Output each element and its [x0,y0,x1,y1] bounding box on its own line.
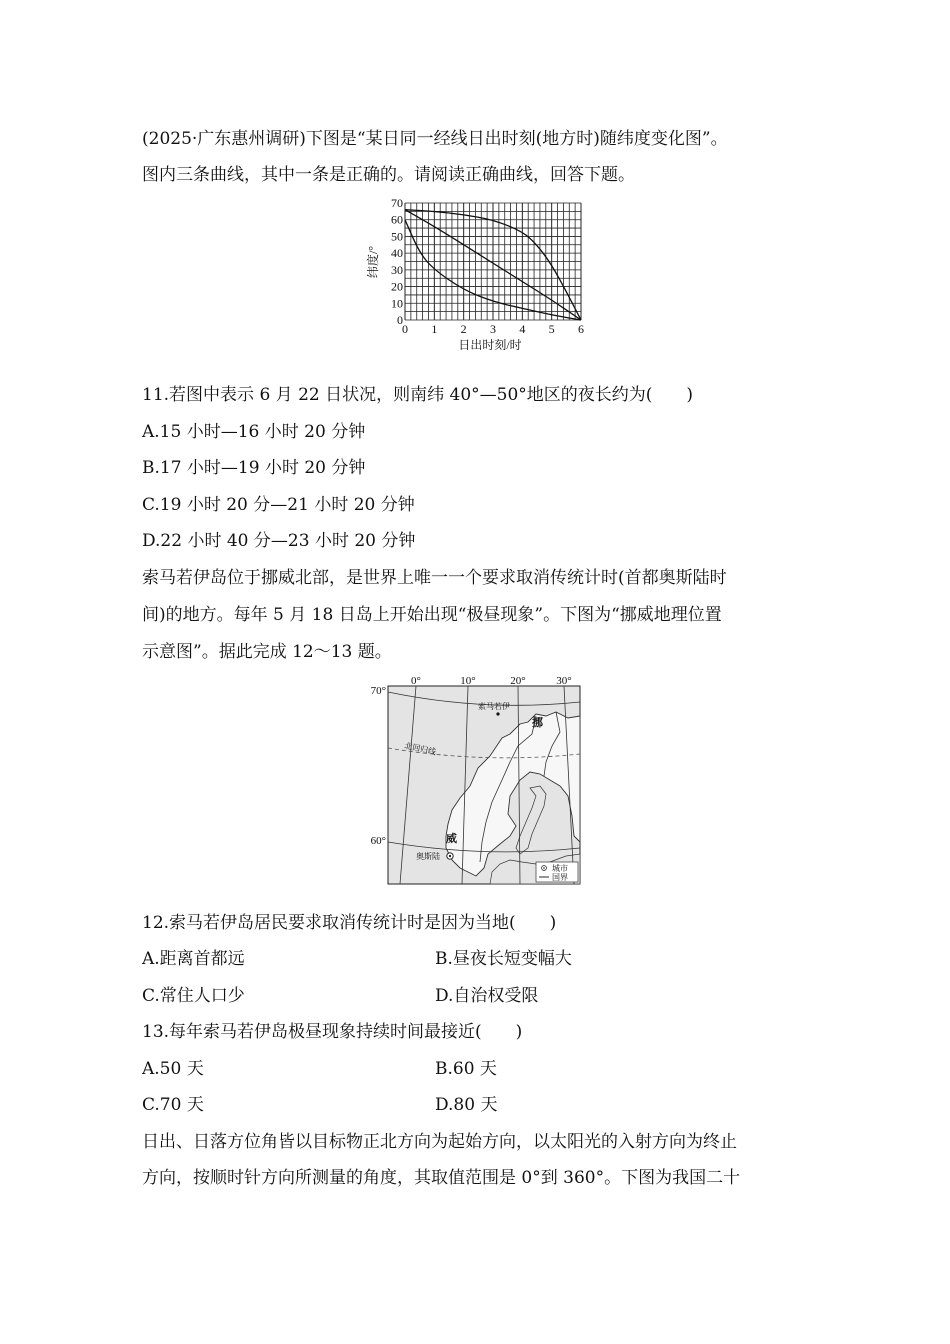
q11-option-b[interactable]: B.17 小时—19 小时 20 分钟 [142,458,366,478]
q12-stem: 12.索马若伊岛居民要求取消传统计时是因为当地( ) [142,913,557,933]
country-char-2: 威 [446,833,457,845]
q12-option-d[interactable]: D.自治权受限 [435,986,539,1006]
lon-label-30: 30° [556,676,572,687]
country-char-1: 挪 [532,717,543,729]
x-tick-label: 1 [431,322,438,336]
q13-stem: 13.每年索马若伊岛极昼现象持续时间最接近( ) [142,1022,523,1042]
q11-option-d[interactable]: D.22 小时 40 分—23 小时 20 分钟 [142,531,416,551]
intro1-line1: (2025·广东惠州调研)下图是“某日同一经线日出时刻(地方时)随纬度变化图”。 [142,129,728,149]
x-tick-label: 0 [402,322,408,336]
x-tick-label: 6 [578,322,584,336]
q11-option-c[interactable]: C.19 小时 20 分—21 小时 20 分钟 [142,495,415,515]
q12-option-c[interactable]: C.常住人口少 [142,986,245,1006]
q12-option-b[interactable]: B.昼夜长短变幅大 [435,949,572,969]
intro2-line1: 索马若伊岛位于挪威北部，是世界上唯一一个要求取消传统计时(首都奥斯陆时 [142,568,727,588]
y-tick-label: 20 [391,279,403,294]
x-axis-label: 日出时刻/时 [458,338,522,352]
island-marker [496,712,499,715]
y-tick-label: 30 [391,262,403,277]
lon-label-10: 10° [460,676,476,687]
y-tick-label: 40 [391,246,403,261]
lon-label-20: 20° [510,676,526,687]
q12-option-a[interactable]: A.距离首都远 [142,949,245,969]
lat-label-70: 70° [370,685,386,697]
lon-label-0: 0° [411,676,421,687]
q13-option-b[interactable]: B.60 天 [435,1059,497,1079]
y-tick-labels [391,196,403,327]
x-tick-label: 4 [519,322,526,336]
y-tick-label: 0 [397,313,403,327]
y-tick-label: 10 [391,296,403,311]
intro2-line3: 示意图”。据此完成 12～13 题。 [142,642,392,662]
island-label: 索马若伊 [478,702,510,711]
intro3-line2: 方向，按顺时针方向所测量的角度，其取值范围是 0°到 360°。下图为我国二十 [142,1168,741,1188]
y-tick-label: 60 [391,212,403,227]
arctic-label: 北回归线 [403,741,437,757]
q13-option-c[interactable]: C.70 天 [142,1095,204,1115]
sunrise-latitude-chart [355,196,595,356]
y-tick-label: 70 [391,196,403,210]
x-tick-label: 5 [548,322,555,336]
intro3-line1: 日出、日落方位角皆以目标物正北方向为起始方向，以太阳光的入射方向为终止 [142,1132,737,1152]
norway-location-map [360,676,590,888]
lat-label-60: 60° [370,835,386,847]
capital-label: 奥斯陆 [416,852,440,861]
legend-city-label: 城市 [552,864,568,873]
y-tick-label: 50 [391,229,403,244]
intro2-line2: 间)的地方。每年 5 月 18 日岛上开始出现“极昼现象”。下图为“挪威地理位置 [142,605,722,625]
intro1-line2: 图内三条曲线，其中一条是正确的。请阅读正确曲线，回答下题。 [142,165,635,185]
x-tick-label: 2 [460,322,467,336]
q11-stem: 11.若图中表示 6 月 22 日状况，则南纬 40°—50°地区的夜长约为( ) [142,385,694,405]
q13-option-d[interactable]: D.80 天 [435,1095,498,1115]
legend-border-label: 国界 [552,873,568,882]
y-axis-label: 纬度/° [366,245,380,279]
q11-option-a[interactable]: A.15 小时—16 小时 20 分钟 [142,422,366,442]
x-tick-label: 3 [490,322,496,336]
x-tick-labels [402,322,584,336]
q13-option-a[interactable]: A.50 天 [142,1059,204,1079]
